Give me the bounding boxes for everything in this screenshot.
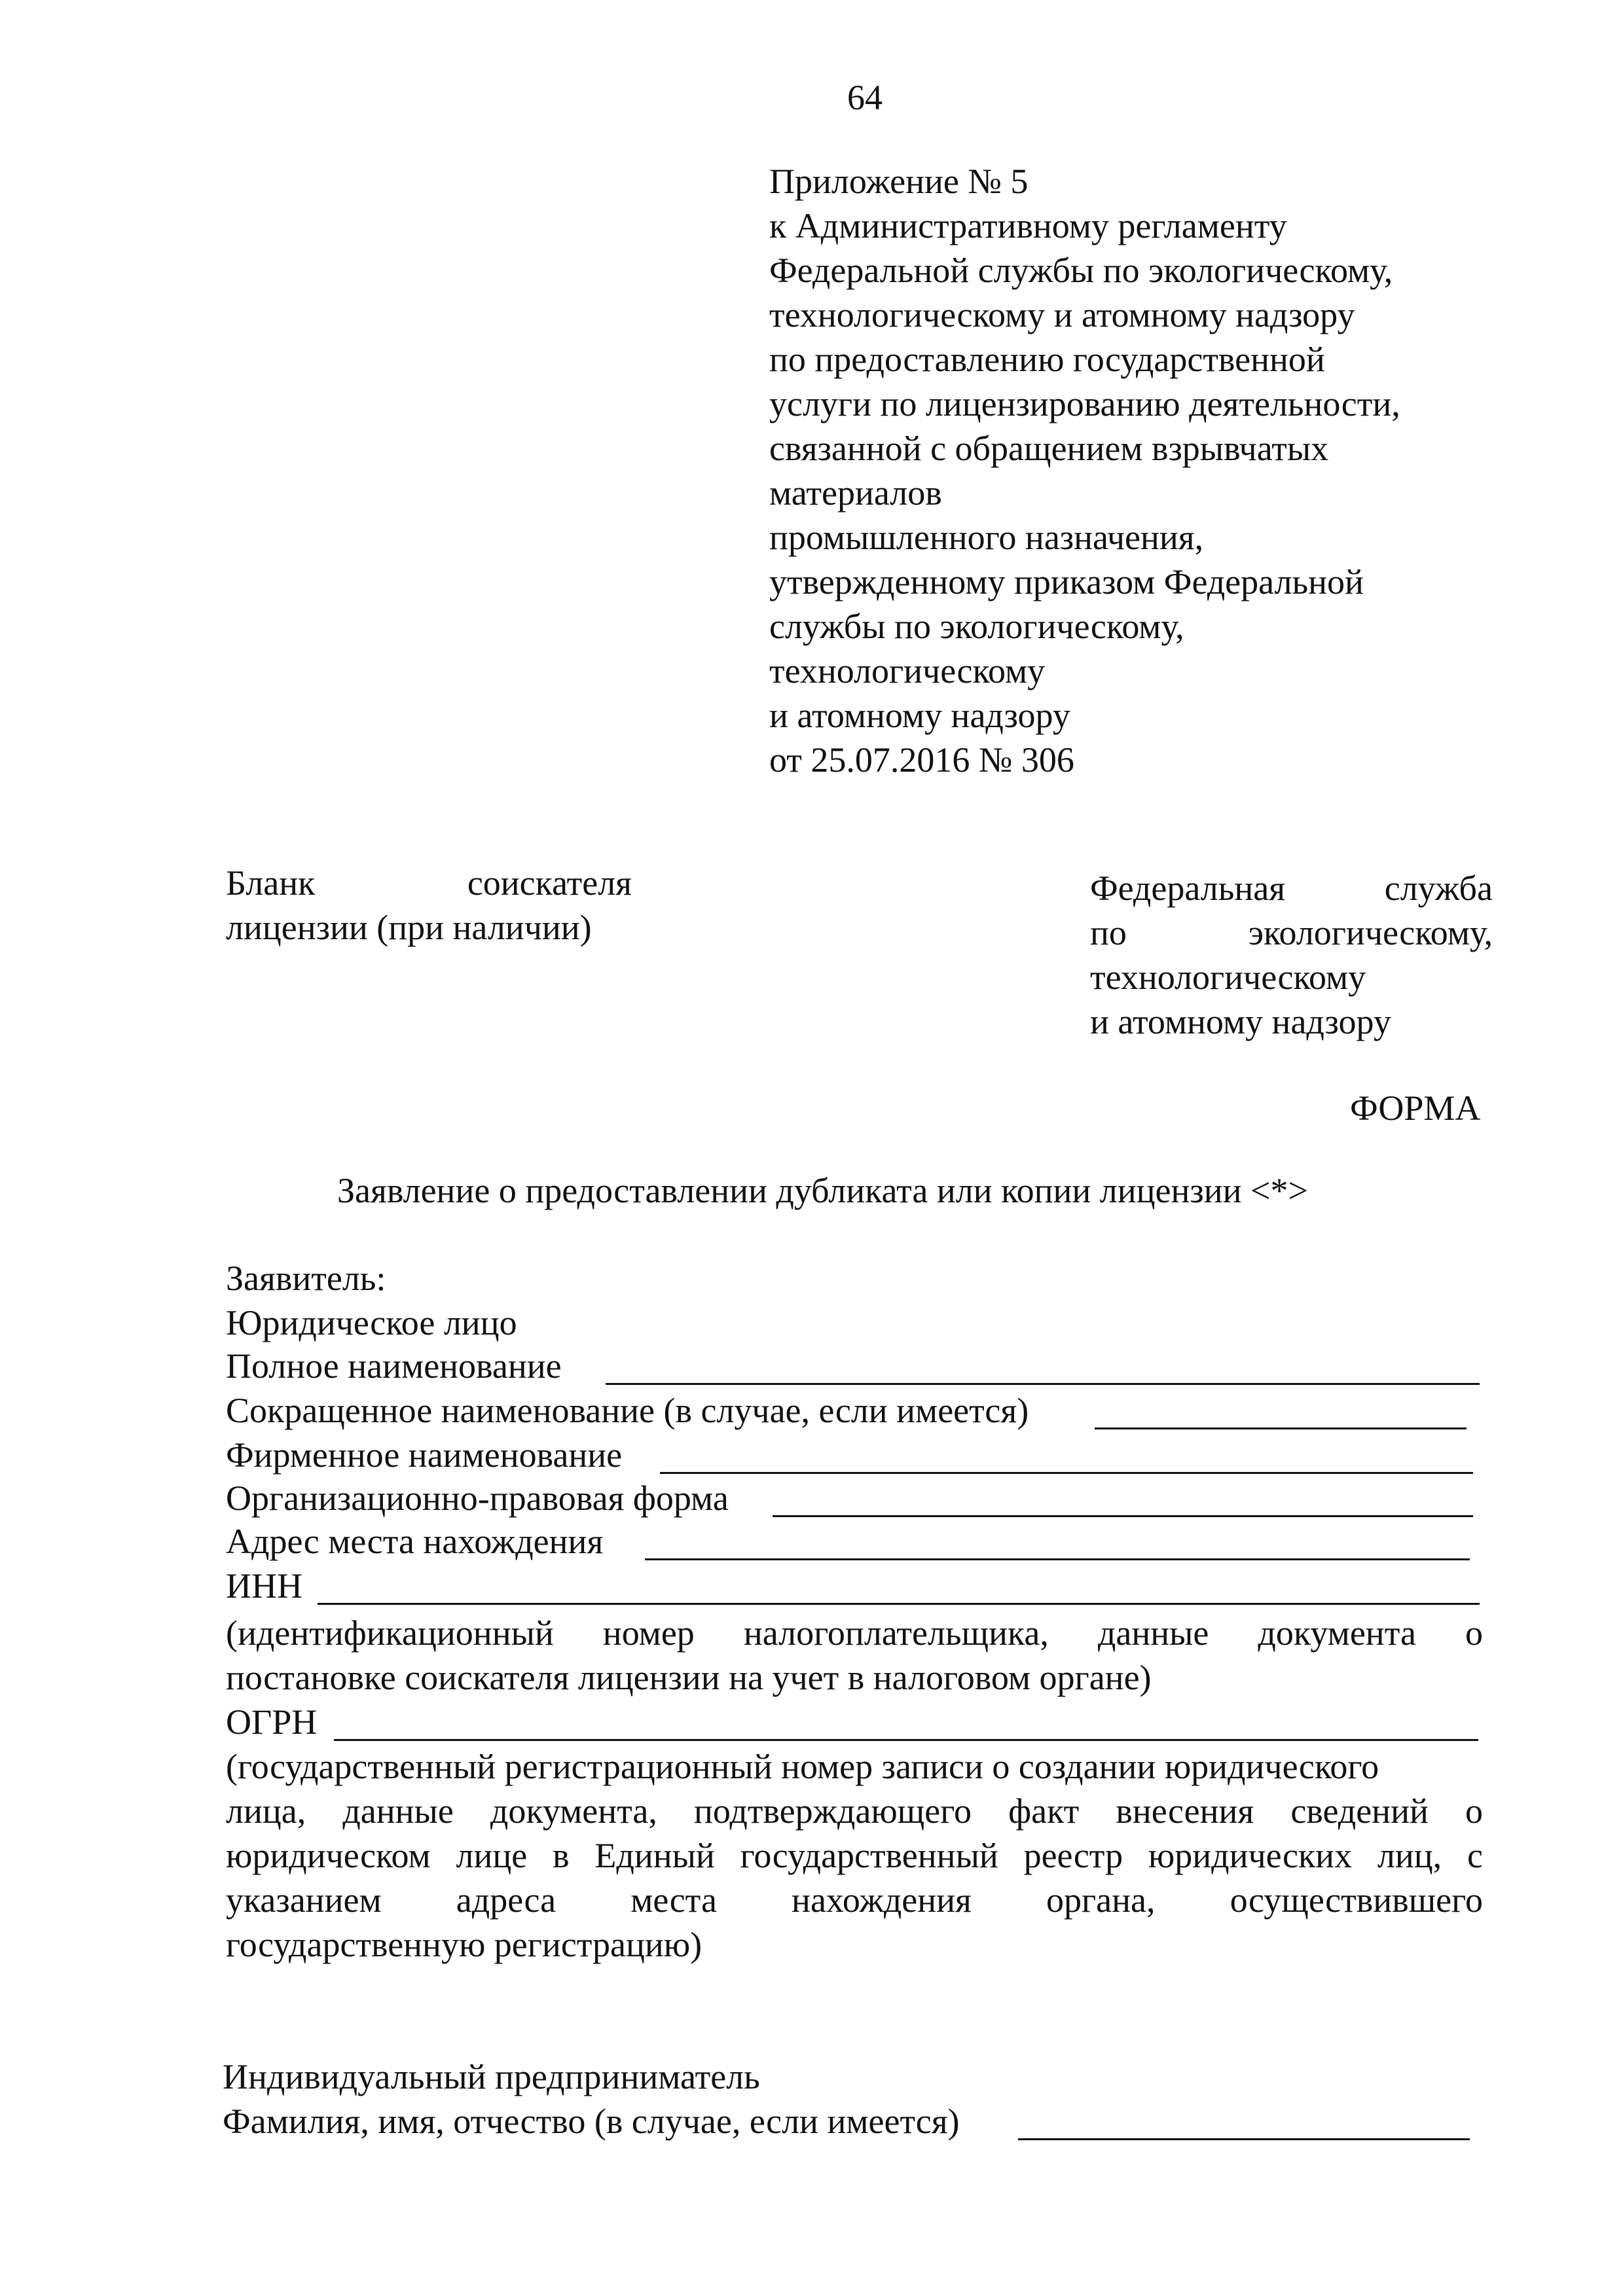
word: Федеральная (1090, 869, 1286, 908)
word: данные (1097, 1613, 1209, 1653)
legal-entity-heading: Юридическое лицо (226, 1303, 517, 1342)
appendix-line: промышленного назначения, (769, 518, 1204, 557)
recipient-line4: и атомному надзору (1090, 1002, 1391, 1041)
individual-full-name-field[interactable] (1018, 2138, 1470, 2140)
individual-heading: Индивидуальный предприниматель (223, 2057, 760, 2096)
short-name-label: Сокращенное наименование (в случае, если имеется) (226, 1391, 1029, 1430)
word: в (553, 1836, 570, 1875)
ogrn-label: ОГРН (226, 1702, 318, 1742)
word: осуществившего (1230, 1880, 1483, 1920)
brand-name-field[interactable] (660, 1472, 1473, 1474)
inn-note-line2: постановке соискателя лицензии на учет в налоговом органе) (226, 1658, 1152, 1697)
form-label: ФОРМА (1350, 1088, 1481, 1128)
full-name-field[interactable] (606, 1383, 1480, 1385)
word: по (1090, 913, 1127, 952)
legal-form-field[interactable] (773, 1515, 1473, 1517)
ogrn-note-line2 (226, 1793, 1483, 1829)
ogrn-note-line4 (226, 1882, 1483, 1918)
word: государственный (740, 1836, 998, 1875)
appendix-line: к Административному регламенту (769, 206, 1287, 245)
word: служба (1384, 869, 1493, 908)
recipient-line2 (1090, 915, 1493, 950)
word: подтверждающего (694, 1791, 972, 1831)
appendix-line: службы по экологическому, (769, 607, 1184, 646)
applicant-blank-line1 (226, 865, 632, 901)
full-name-label: Полное наименование (226, 1346, 562, 1386)
appendix-line: технологическому и атомному надзору (769, 295, 1355, 334)
word: лице (456, 1836, 528, 1875)
word: документа, (490, 1791, 657, 1831)
word: сведений (1290, 1791, 1429, 1831)
appendix-line: утвержденному приказом Федеральной (769, 562, 1364, 601)
word: налогоплательщика, (743, 1613, 1049, 1653)
word: указанием (226, 1880, 382, 1920)
inn-field[interactable] (318, 1603, 1480, 1605)
word: юридическом (226, 1836, 431, 1875)
applicant-blank-line2: лицензии (при наличии) (226, 908, 592, 947)
word: факт (1008, 1791, 1080, 1831)
appendix-line: связанной с обращением взрывчатых (769, 429, 1329, 468)
word: места (630, 1880, 717, 1920)
applicant-heading: Заявитель: (226, 1259, 386, 1298)
word: экологическому, (1248, 913, 1493, 952)
word: Единый (594, 1836, 715, 1875)
word: документа (1258, 1613, 1416, 1653)
form-title: Заявление о предоставлении дубликата или копии лицензии <*> (337, 1171, 1308, 1210)
word: данные (342, 1791, 454, 1831)
appendix-line: и атомному надзору (769, 696, 1070, 735)
word: (идентификационный (226, 1613, 554, 1653)
ogrn-note-line3 (226, 1838, 1483, 1873)
inn-label: ИНН (226, 1566, 302, 1605)
word: с (1467, 1836, 1483, 1875)
ogrn-note-line5: государственную регистрацию) (226, 1925, 702, 1964)
ogrn-field[interactable] (334, 1739, 1478, 1741)
short-name-field[interactable] (1095, 1427, 1467, 1429)
word: о (1465, 1791, 1483, 1831)
word: лиц, (1377, 1836, 1442, 1875)
word: лица, (226, 1791, 306, 1831)
ogrn-note-line1: (государственный регистрационный номер записи о создании юридического (226, 1747, 1379, 1786)
word: нахождения (792, 1880, 972, 1920)
appendix-line: технологическому (769, 651, 1046, 691)
word: органа, (1046, 1880, 1156, 1920)
word: о (1465, 1613, 1483, 1653)
individual-full-name-label: Фамилия, имя, отчество (в случае, если имеется) (223, 2102, 960, 2141)
recipient-line1 (1090, 870, 1493, 906)
appendix-line: по предоставлению государственной (769, 340, 1325, 379)
recipient-line3: технологическому (1090, 958, 1366, 997)
word: адреса (456, 1880, 556, 1920)
inn-note-line1 (226, 1615, 1483, 1651)
brand-name-label: Фирменное наименование (226, 1435, 623, 1475)
word: соискателя (467, 863, 632, 903)
address-label: Адрес места нахождения (226, 1522, 604, 1561)
appendix-line: от 25.07.2016 № 306 (769, 740, 1074, 780)
word: номер (602, 1613, 695, 1653)
word: внесения (1116, 1791, 1254, 1831)
appendix-line: Федеральной службы по экологическому, (769, 251, 1393, 290)
address-field[interactable] (645, 1558, 1470, 1560)
page-number: 64 (847, 78, 883, 117)
word: юридических (1148, 1836, 1353, 1875)
word: Бланк (226, 863, 316, 903)
appendix-line: материалов (769, 473, 942, 512)
legal-form-label: Организационно-правовая форма (226, 1479, 729, 1518)
appendix-line: Приложение № 5 (769, 162, 1029, 201)
appendix-line: услуги по лицензированию деятельности, (769, 384, 1400, 423)
word: реестр (1023, 1836, 1123, 1875)
